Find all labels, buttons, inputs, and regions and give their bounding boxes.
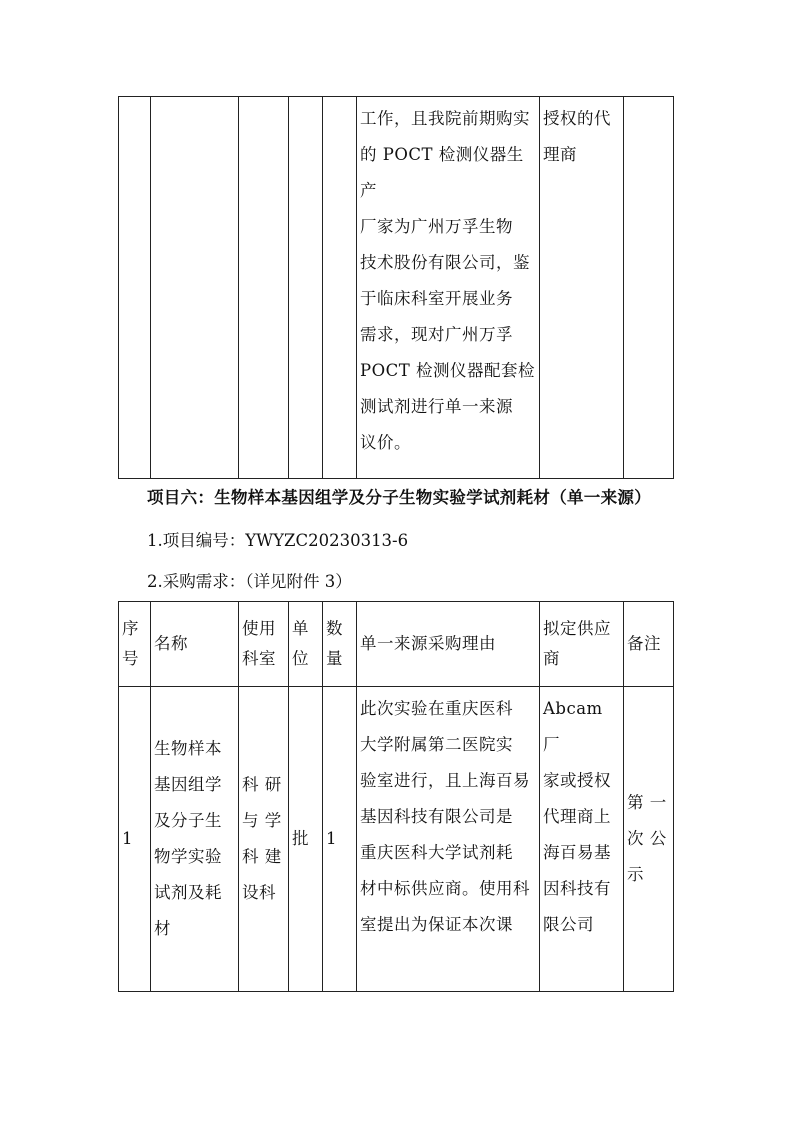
header-reason: 单一来源采购理由	[357, 602, 540, 687]
header-row	[119, 602, 674, 687]
header-dept: 使用 科室	[239, 602, 289, 687]
supplier-cell	[540, 97, 624, 479]
procurement-requirement: 2.采购需求：（详见附件 3）	[147, 572, 352, 591]
header-name: 名称	[151, 602, 239, 687]
supplier-text: 授权的代 理商	[543, 109, 611, 164]
section-heading: 项目六：生物样本基因组学及分子生物实验学试剂耗材（单一来源）	[147, 488, 651, 507]
row-remark: 第 一 次 公 示	[624, 687, 674, 992]
row-unit: 批	[289, 687, 323, 992]
qty-cell	[323, 97, 357, 479]
procurement-table	[118, 601, 674, 992]
name-cell	[151, 97, 239, 479]
table-row	[119, 97, 674, 479]
continuation-table	[118, 96, 674, 479]
reason-cell	[357, 97, 540, 479]
header-remark: 备注	[624, 602, 674, 687]
row-reason: 此次实验在重庆医科 大学附属第二医院实 验室进行，且上海百易 基因科技有限公司是 重庆医科大学试剂耗 材中标供应商。使用科 室提出为保证本次课	[357, 687, 540, 992]
header-qty: 数 量	[323, 602, 357, 687]
reason-text: 工作，且我院前期购实 的 POCT 检测仪器生产 厂家为广州万孚生物 技术股份有限公司，鉴 于临床科室开展业务 需求，现对广州万孚 POCT 检测仪器配套检 测试剂进行单一来源 议价。	[360, 109, 536, 452]
dept-cell	[239, 97, 289, 479]
row-seq: 1	[119, 687, 151, 992]
row-qty: 1	[323, 687, 357, 992]
table-row	[119, 687, 674, 992]
row-supplier: Abcam 厂 家或授权 代理商上 海百易基 因科技有 限公司	[540, 687, 624, 992]
unit-cell	[289, 97, 323, 479]
header-unit: 单 位	[289, 602, 323, 687]
header-seq: 序 号	[119, 602, 151, 687]
remark-cell	[624, 97, 674, 479]
seq-cell	[119, 97, 151, 479]
row-name: 生物样本 基因组学 及分子生 物学实验 试剂及耗 材	[151, 687, 239, 992]
project-number: 1.项目编号：YWYZC20230313-6	[147, 531, 409, 550]
row-dept: 科 研 与 学 科 建 设科	[239, 687, 289, 992]
header-supplier: 拟定供应 商	[540, 602, 624, 687]
